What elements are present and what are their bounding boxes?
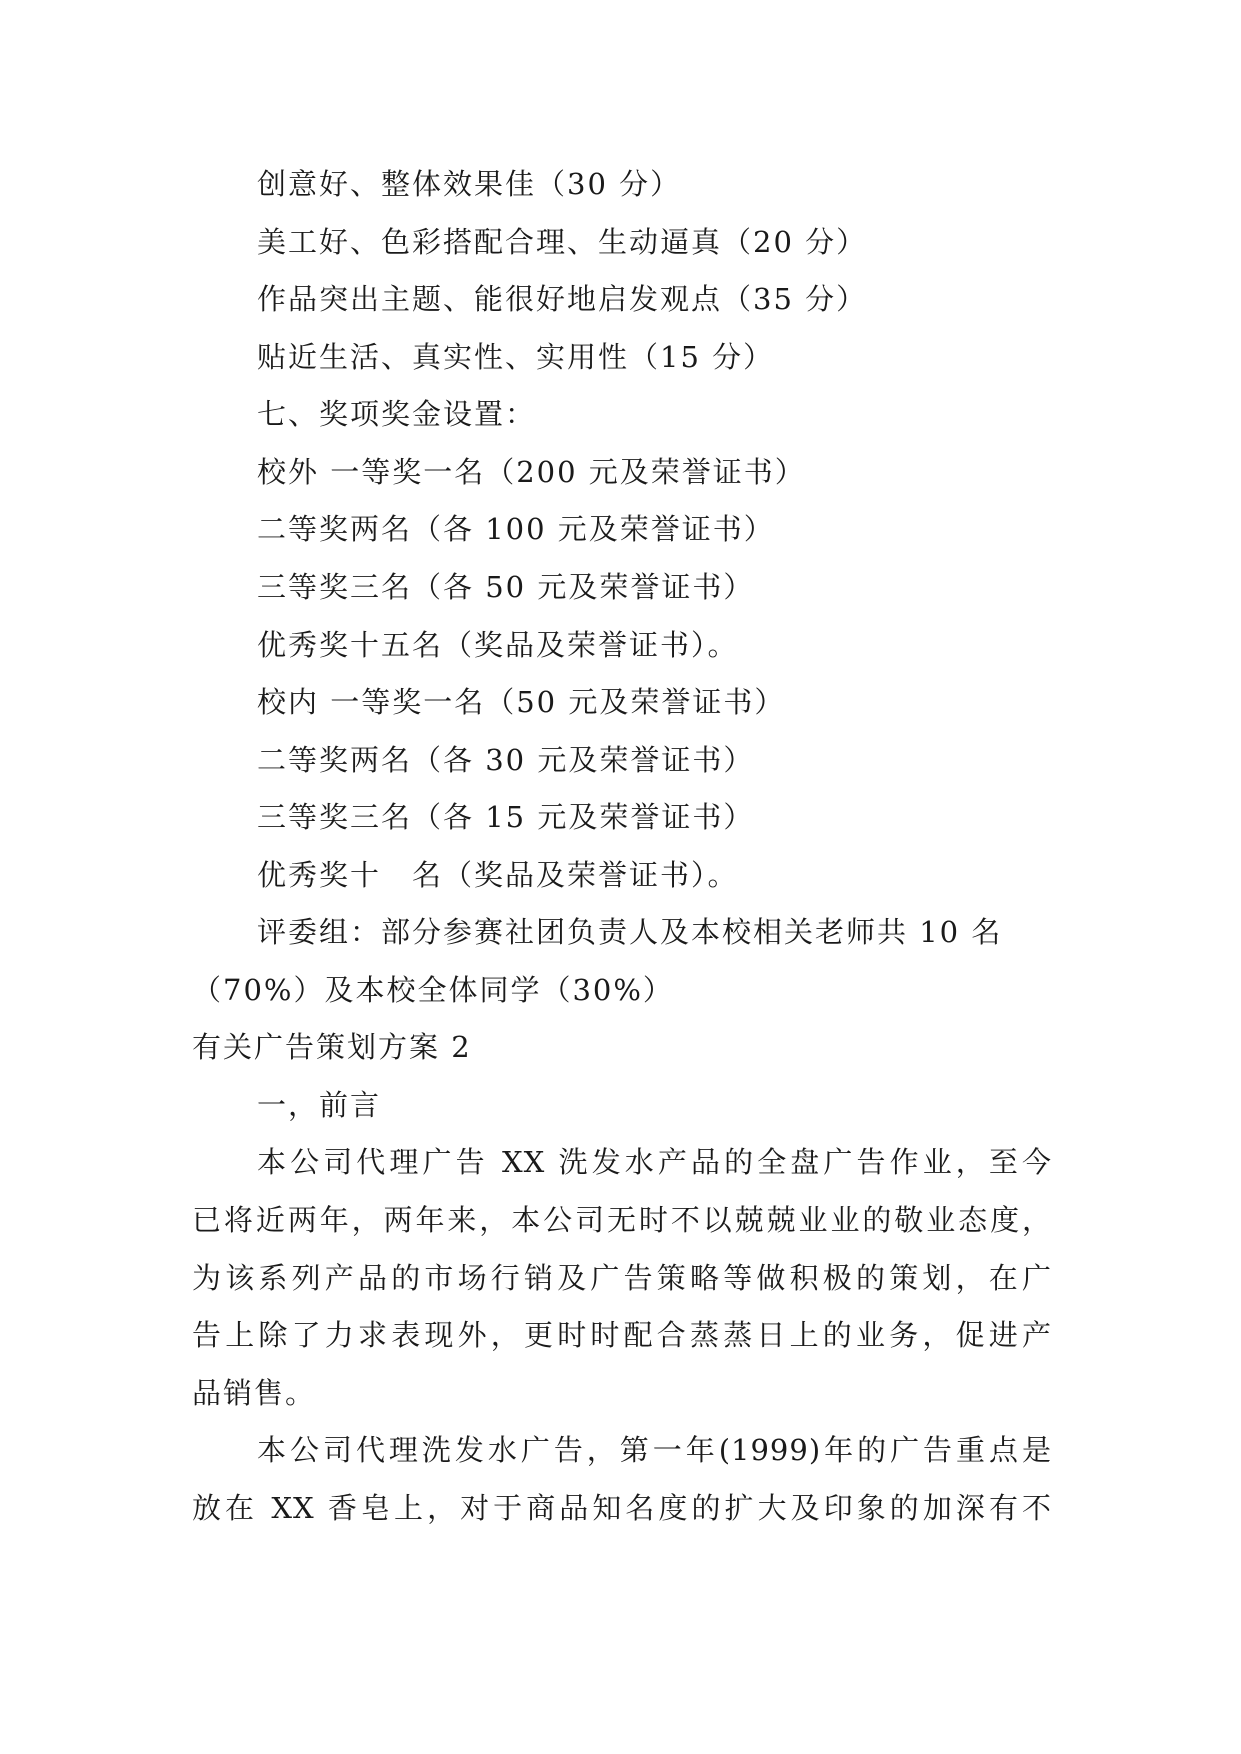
criteria-theme: 作品突出主题、能很好地启发观点（35 分） (257, 282, 868, 316)
criteria-creativity: 创意好、整体效果佳（30 分） (257, 167, 682, 201)
criteria-art: 美工好、色彩搭配合理、生动逼真（20 分） (257, 225, 868, 259)
award-internal-third: 三等奖三名（各 15 元及荣誉证书） (257, 800, 755, 834)
jury-line-2: （70%）及本校全体同学（30%） (192, 973, 674, 1007)
award-external-first: 校外 一等奖一名（200 元及荣誉证书） (257, 455, 806, 489)
award-external-merit: 优秀奖十五名（奖品及荣誉证书）。 (257, 628, 739, 662)
section-heading-preface: 一，前言 (257, 1088, 382, 1122)
section-heading-awards: 七、奖项奖金设置： (257, 397, 537, 431)
award-internal-first: 校内 一等奖一名（50 元及荣誉证书） (257, 685, 786, 719)
paragraph-1-line-1: 本公司代理广告 XX 洗发水产品的全盘广告作业，至今 (257, 1145, 1052, 1179)
criteria-practicality: 贴近生活、真实性、实用性（15 分） (257, 340, 775, 374)
award-external-second: 二等奖两名（各 100 元及荣誉证书） (257, 512, 775, 546)
jury-line-1: 评委组：部分参赛社团负责人及本校相关老师共 10 名 (257, 915, 1003, 949)
award-external-third: 三等奖三名（各 50 元及荣誉证书） (257, 570, 755, 604)
paragraph-1-line-4: 告上除了力求表现外，更时时配合蒸蒸日上的业务，促进产 (192, 1318, 1052, 1352)
award-internal-merit: 优秀奖十 名（奖品及荣誉证书）。 (257, 858, 739, 892)
paragraph-1-line-5: 品销售。 (192, 1376, 317, 1410)
paragraph-2-line-1: 本公司代理洗发水广告，第一年(1999)年的广告重点是 (257, 1433, 1052, 1467)
section-title-plan-2: 有关广告策划方案 2 (192, 1030, 472, 1064)
paragraph-1-line-3: 为该系列产品的市场行销及广告策略等做积极的策划，在广 (192, 1261, 1052, 1295)
award-internal-second: 二等奖两名（各 30 元及荣誉证书） (257, 743, 755, 777)
paragraph-2-line-2: 放在 XX 香皂上，对于商品知名度的扩大及印象的加深有不 (192, 1491, 1052, 1525)
paragraph-1-line-2: 已将近两年，两年来，本公司无时不以兢兢业业的敬业态度， (192, 1203, 1052, 1237)
